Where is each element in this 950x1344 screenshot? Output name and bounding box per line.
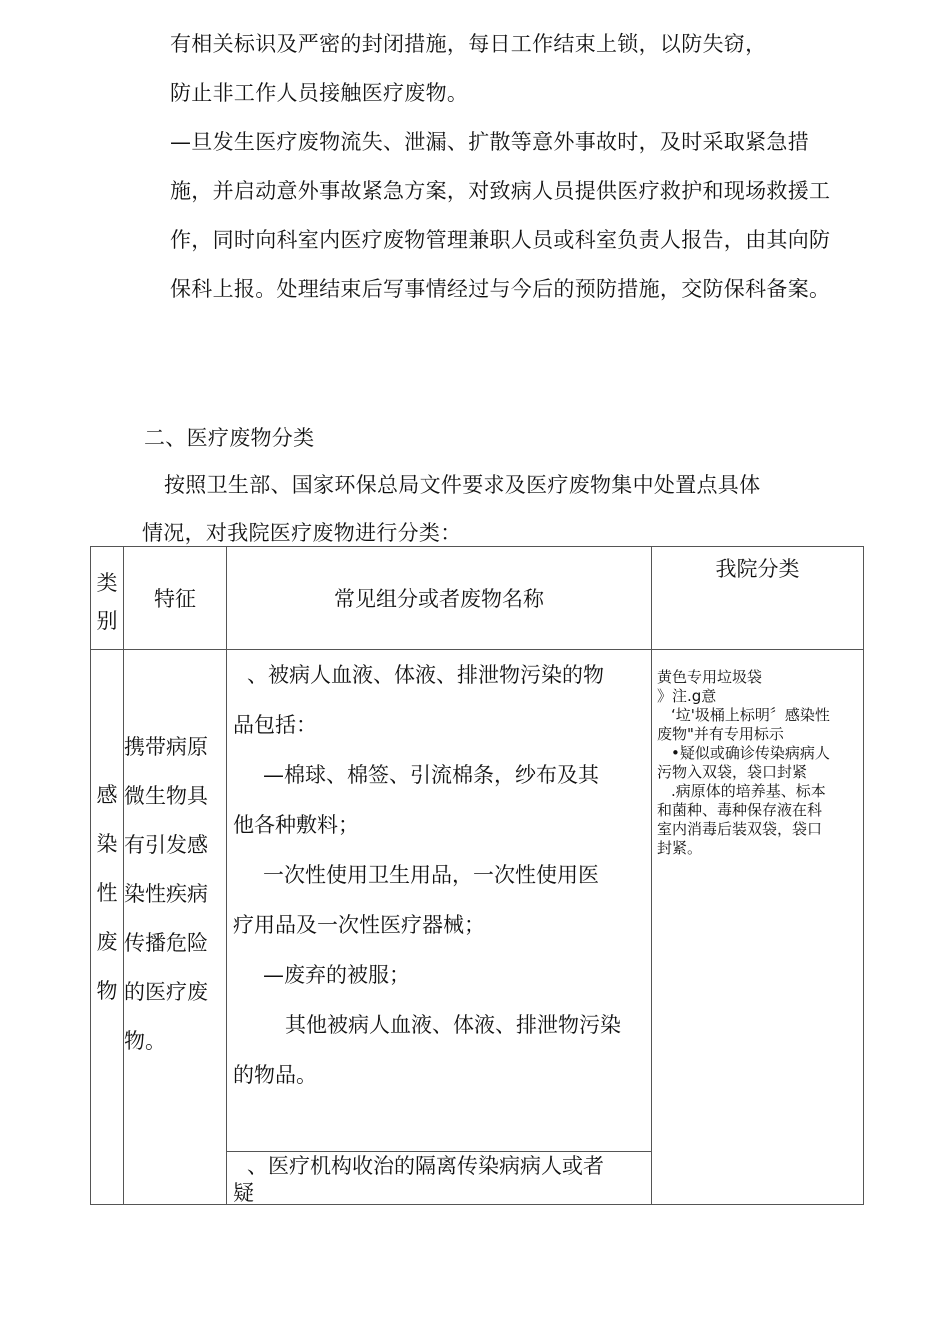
waste-classification-table bbox=[90, 546, 864, 1205]
table-row bbox=[91, 650, 864, 1152]
paragraph-line-5: 作，同时向科室内医疗废物管理兼职人员或科室负责人报告，由其向防 bbox=[170, 228, 831, 252]
component-line: —棉球、棉签、引流棉条，纱布及其 bbox=[263, 763, 599, 787]
paragraph-line-4: 施，并启动意外事故紧急方案，对致病人员提供医疗救护和现场救援工 bbox=[170, 179, 831, 203]
classification-line: ‘垃'圾桶上标明〞感染性 bbox=[671, 706, 830, 724]
category-char: 物 bbox=[96, 979, 118, 1003]
row-category bbox=[91, 650, 124, 1205]
feature-line: 传播危险 bbox=[124, 931, 208, 955]
component-line: 疗用品及一次性医疗器械； bbox=[233, 913, 485, 937]
header-components: 常见组分或者废物名称 bbox=[227, 547, 652, 650]
component-line: 品包括： bbox=[233, 713, 317, 737]
header-category-char-1: 类 bbox=[96, 571, 118, 595]
feature-line: 的医疗废 bbox=[124, 980, 208, 1004]
header-category bbox=[91, 547, 124, 650]
paragraph-line-1: 有相关标识及严密的封闭措施，每日工作结束上锁，以防失窃， bbox=[170, 32, 767, 56]
classification-line: 污物入双袋，袋口封紧 bbox=[657, 763, 808, 781]
classification-line: 室内消毒后装双袋，袋口 bbox=[657, 820, 823, 838]
feature-line: 染性疾病 bbox=[124, 882, 208, 906]
section-intro-line-2: 情况，对我院医疗废物进行分类： bbox=[142, 521, 462, 545]
section-intro-line-1: 按照卫生部、国家环保总局文件要求及医疗废物集中处置点具体 bbox=[164, 473, 761, 497]
component-line: —废弃的被服； bbox=[263, 963, 410, 987]
classification-line: •疑似或确诊传染病病人 bbox=[671, 744, 830, 762]
row-components-continued bbox=[227, 1152, 652, 1205]
category-char: 废 bbox=[96, 930, 118, 954]
feature-line: 携带病原 bbox=[124, 735, 208, 759]
component-line: 疑 bbox=[233, 1181, 254, 1204]
component-line: 一次性使用卫生用品，一次性使用医 bbox=[263, 863, 599, 887]
row-components bbox=[227, 650, 652, 1152]
classification-line: 和菌种、毒种保存液在科 bbox=[657, 801, 823, 819]
classification-line: 》注.g意 bbox=[657, 687, 717, 705]
feature-line: 有引发感 bbox=[124, 833, 208, 857]
component-line: 的物品。 bbox=[233, 1063, 317, 1087]
component-line: 、被病人血液、体液、排泄物污染的物 bbox=[247, 663, 604, 687]
feature-line: 物。 bbox=[124, 1029, 166, 1053]
header-category-char-2: 别 bbox=[96, 609, 118, 633]
component-line: 、医疗机构收治的隔离传染病病人或者 bbox=[247, 1154, 604, 1178]
section-title: 二、医疗废物分类 bbox=[144, 426, 315, 450]
header-feature: 特征 bbox=[124, 547, 227, 650]
classification-line: .病原体的培养基、标本 bbox=[671, 782, 826, 800]
paragraph-line-2: 防止非工作人员接触医疗废物。 bbox=[170, 81, 469, 105]
table-header-row bbox=[91, 547, 864, 650]
feature-line: 微生物具 bbox=[124, 784, 208, 808]
category-char: 染 bbox=[96, 832, 118, 856]
category-char: 性 bbox=[96, 881, 118, 905]
classification-line: 废物"并有专用标示 bbox=[657, 725, 784, 743]
component-line: 他各种敷料； bbox=[233, 813, 359, 837]
component-line: 其他被病人血液、体液、排泄物污染 bbox=[285, 1013, 621, 1037]
header-classification: 我院分类 bbox=[652, 547, 864, 650]
category-char: 感 bbox=[96, 783, 118, 807]
paragraph-line-6: 保科上报。处理结束后写事情经过与今后的预防措施，交防保科备案。 bbox=[170, 277, 831, 301]
row-classification bbox=[652, 650, 864, 1205]
paragraph-line-3: —旦发生医疗废物流失、泄漏、扩散等意外事故时，及时采取紧急措 bbox=[170, 130, 809, 154]
row-feature bbox=[124, 650, 227, 1205]
classification-line: 封紧。 bbox=[657, 839, 703, 857]
classification-line: 黄色专用垃圾袋 bbox=[657, 668, 763, 686]
